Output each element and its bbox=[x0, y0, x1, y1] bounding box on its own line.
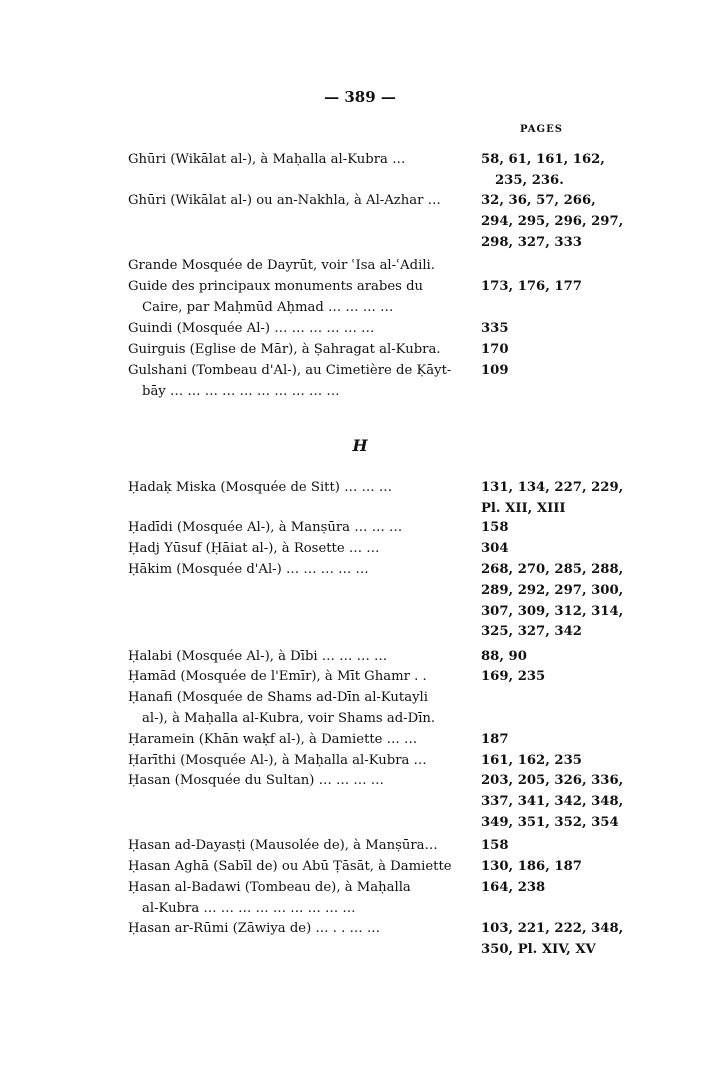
entry-term bbox=[128, 277, 468, 319]
pages-line: 307, 309, 312, 314, bbox=[481, 603, 624, 619]
pages-line: 58, 61, 161, 162, bbox=[481, 152, 605, 167]
pages-line: 131, 134, 227, 229, bbox=[481, 480, 624, 495]
pages-line: 349, 351, 352, 354 bbox=[481, 814, 619, 830]
pages-line: 294, 295, 296, 297, bbox=[481, 213, 624, 229]
entry-pages bbox=[481, 150, 621, 192]
term-line: Ḥasan ar-Rūmi (Zāwiya de) … . . … … bbox=[128, 921, 381, 936]
pages-line: 130, 186, 187 bbox=[481, 859, 582, 874]
pages-line: 350, Pl. XIV, XV bbox=[481, 941, 596, 957]
term-line: Ghūri (Wikālat al-), à Maḥalla al-Kubra … bbox=[128, 152, 406, 167]
term-line: Gulshani (Tombeau d'Al-), au Cimetière de Ḳāyt- bbox=[128, 363, 452, 378]
entry-pages bbox=[481, 730, 621, 751]
pages-line: 325, 327, 342 bbox=[481, 624, 582, 640]
entry-pages bbox=[481, 878, 621, 899]
entry-term bbox=[128, 878, 468, 920]
entry-term bbox=[128, 730, 468, 751]
term-line: Guindi (Mosquée Al-) … … … … … … bbox=[128, 321, 375, 336]
pages-line: 103, 221, 222, 348, bbox=[481, 921, 624, 936]
entry-term bbox=[128, 361, 468, 403]
pages-line: 169, 235 bbox=[481, 669, 546, 684]
entry-term bbox=[128, 256, 468, 277]
entry-term bbox=[128, 560, 468, 581]
term-line: Ḥarīthi (Mosquée Al-), à Maḥalla al-Kubra … bbox=[128, 753, 427, 768]
entry-pages bbox=[481, 919, 624, 961]
entry-term bbox=[128, 771, 468, 792]
pages-line: Pl. XII, XIII bbox=[481, 500, 566, 516]
pages-line: 161, 162, 235 bbox=[481, 753, 582, 768]
pages-line: 88, 90 bbox=[481, 649, 527, 664]
term-line: bāy … … … … … … … … … … bbox=[142, 383, 340, 399]
entry-term bbox=[128, 191, 468, 212]
entry-term bbox=[128, 836, 468, 857]
pages-line: 158 bbox=[481, 838, 509, 853]
entry-pages bbox=[481, 836, 621, 857]
term-line: Guide des principaux monuments arabes du bbox=[128, 279, 424, 294]
term-line: Ḥaramein (Khān waḳf al-), à Damiette … … bbox=[128, 732, 418, 747]
pages-line: 170 bbox=[481, 342, 509, 357]
term-line: Grande Mosquée de Dayrūt, voir ʿIsa al-ʿAdili. bbox=[128, 258, 435, 273]
entry-term bbox=[128, 751, 468, 772]
entry-pages bbox=[481, 539, 621, 560]
term-line: Ḥalabi (Mosquée Al-), à Dībi … … … … bbox=[128, 649, 388, 664]
term-line: Ḥasan al-Badawi (Tombeau de), à Maḥalla bbox=[128, 880, 411, 895]
entry-pages bbox=[481, 667, 621, 688]
entry-term bbox=[128, 340, 468, 361]
entry-term bbox=[128, 647, 468, 668]
pages-line: 304 bbox=[481, 541, 509, 556]
term-line: Ḥadaḳ Miska (Mosquée de Sitt) … … … bbox=[128, 480, 393, 495]
term-line: Ghūri (Wikālat al-) ou an-Nakhla, à Al-Azhar … bbox=[128, 193, 441, 208]
pages-line: 158 bbox=[481, 520, 509, 535]
term-line: al-), à Maḥalla al-Kubra, voir Shams ad-Dīn. bbox=[142, 710, 436, 726]
entry-pages bbox=[481, 751, 621, 772]
pages-column-header: PAGES bbox=[520, 124, 563, 135]
pages-line: 173, 176, 177 bbox=[481, 279, 582, 294]
pages-line: 268, 270, 285, 288, bbox=[481, 562, 624, 577]
pages-line: 335 bbox=[481, 321, 509, 336]
entry-pages bbox=[481, 560, 624, 643]
pages-line: 164, 238 bbox=[481, 880, 546, 895]
entry-term bbox=[128, 518, 468, 539]
entry-pages bbox=[481, 857, 621, 878]
pages-line: 109 bbox=[481, 363, 509, 378]
term-line: Ḥasan Aghā (Sabīl de) ou Abū Ṭāsāt, à Damiette bbox=[128, 859, 452, 874]
term-line: Ḥadj Yūsuf (Ḥāiat al-), à Rosette … … bbox=[128, 541, 380, 556]
pages-line: 289, 292, 297, 300, bbox=[481, 582, 624, 598]
entry-term bbox=[128, 688, 468, 730]
entry-term bbox=[128, 539, 468, 560]
page-number: — 389 — bbox=[324, 88, 396, 106]
entry-pages bbox=[481, 277, 621, 298]
pages-line: 235, 236. bbox=[495, 172, 564, 188]
entry-term bbox=[128, 319, 468, 340]
pages-line: 187 bbox=[481, 732, 509, 747]
entry-term bbox=[128, 150, 468, 171]
term-line: Caire, par Maḥmūd Aḥmad … … … … bbox=[142, 299, 394, 315]
pages-line: 32, 36, 57, 266, bbox=[481, 193, 596, 208]
term-line: Ḥanafi (Mosquée de Shams ad-Dīn al-Kutayli bbox=[128, 690, 428, 705]
pages-line: 298, 327, 333 bbox=[481, 234, 582, 250]
term-line: Ḥasan (Mosquée du Sultan) … … … … bbox=[128, 773, 384, 788]
term-line: al-Kubra … … … … … … … … … bbox=[142, 900, 356, 916]
entry-pages bbox=[481, 478, 624, 520]
term-line: Ḥamād (Mosquée de l'Emīr), à Mīt Ghamr . . bbox=[128, 669, 427, 684]
section-letter: H bbox=[352, 436, 368, 455]
entry-pages bbox=[481, 319, 621, 340]
term-line: Guirguis (Eglise de Mār), à Ṣahragat al-Kubra. bbox=[128, 342, 441, 357]
entry-pages bbox=[481, 191, 624, 253]
entry-pages bbox=[481, 647, 621, 668]
entry-term bbox=[128, 857, 468, 878]
term-line: Ḥasan ad-Dayasṭi (Mausolée de), à Manṣūra… bbox=[128, 838, 438, 853]
entry-pages bbox=[481, 361, 621, 382]
pages-line: 203, 205, 326, 336, bbox=[481, 773, 624, 788]
entry-term bbox=[128, 667, 468, 688]
term-line: Ḥākim (Mosquée d'Al-) … … … … … bbox=[128, 562, 369, 577]
pages-line: 337, 341, 342, 348, bbox=[481, 793, 624, 809]
entry-pages bbox=[481, 518, 621, 539]
entry-term bbox=[128, 478, 468, 499]
entry-term bbox=[128, 919, 468, 940]
entry-pages bbox=[481, 771, 624, 833]
entry-pages bbox=[481, 340, 621, 361]
term-line: Ḥadīdi (Mosquée Al-), à Manṣūra … … … bbox=[128, 520, 403, 535]
